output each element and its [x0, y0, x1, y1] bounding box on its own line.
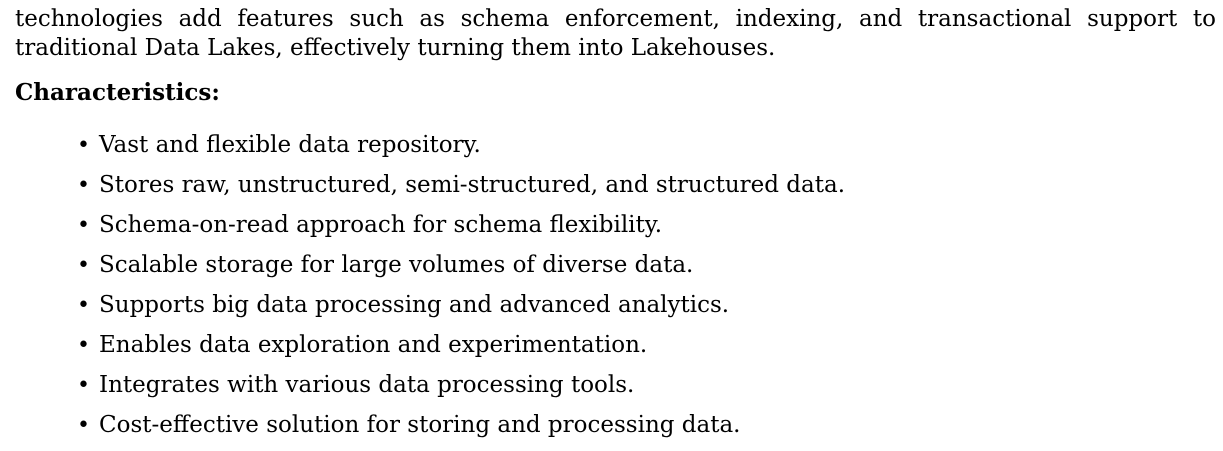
- list-item: [77, 291, 1216, 320]
- bullet-icon: •: [77, 333, 90, 358]
- list-item-text: Vast and flexible data repository.: [99, 132, 481, 158]
- list-item: [77, 411, 1216, 440]
- list-item-text: Enables data exploration and experimentation.: [99, 332, 648, 358]
- bullet-icon: •: [77, 293, 90, 318]
- list-item: [77, 131, 1216, 160]
- list-item-text: Scalable storage for large volumes of diverse data.: [99, 252, 694, 278]
- bullet-icon: •: [77, 133, 90, 158]
- list-item: [77, 171, 1216, 200]
- list-item-text: Stores raw, unstructured, semi-structured, and structured data.: [99, 172, 846, 198]
- list-item-text: Cost-effective solution for storing and processing data.: [99, 412, 741, 438]
- bullet-icon: •: [77, 173, 90, 198]
- list-item-text: Integrates with various data processing tools.: [99, 372, 635, 398]
- bullet-icon: •: [77, 213, 90, 238]
- list-item: [77, 371, 1216, 400]
- list-item-text: Schema-on-read approach for schema flexibility.: [99, 212, 663, 238]
- list-item: [77, 211, 1216, 240]
- bullet-icon: •: [77, 373, 90, 398]
- characteristics-list: [15, 131, 1216, 440]
- bullet-icon: •: [77, 413, 90, 438]
- document-page: [15, 0, 1216, 451]
- intro-paragraph: technologies add features such as schema enforcement, indexing, and transactional support to traditional Data Lakes, effectively turning them into Lakehouses.: [15, 6, 1216, 61]
- bullet-icon: •: [77, 253, 90, 278]
- list-item: [77, 331, 1216, 360]
- list-item-text: Supports big data processing and advanced analytics.: [99, 292, 730, 318]
- section-heading: Characteristics:: [15, 79, 220, 106]
- list-item: [77, 251, 1216, 280]
